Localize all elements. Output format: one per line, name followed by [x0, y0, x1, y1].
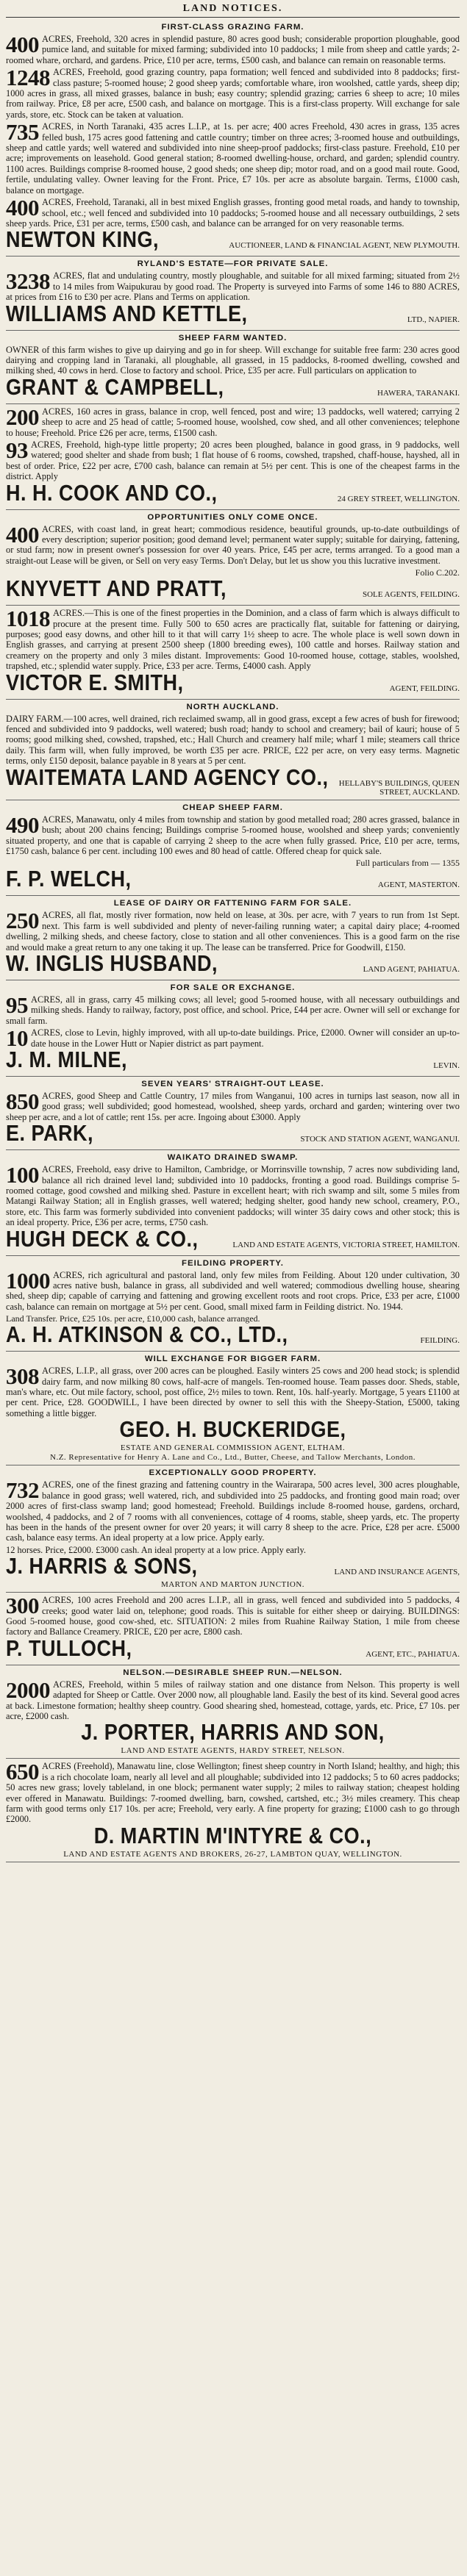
advertisement-paragraph — [6, 1363, 460, 1418]
advertiser-signature — [6, 1047, 460, 1073]
advertisement-text: ACRES, flat and undulating country, mostly ploughable, and suitable for all mixed farming; situated from 2½ to 14 miles from Waipukurau by good road. The Property is surveyed into Farms of some 146 to 880 ACRES, at prices from £16 to £30 per acre. Plans and Terms on application. — [6, 270, 460, 303]
advertiser-address: LAND AND ESTATE AGENTS, VICTORIA STREET, HAMILTON. — [232, 1240, 460, 1249]
advertiser-address: AGENT, MASTERTON. — [377, 880, 460, 890]
advertiser-name: W. INGLIS HUSBAND, — [6, 951, 218, 976]
advertisement-text: ACRES, 160 acres in grass, balance in crop, well fenced, post and wire; 13 paddocks, well watered; carrying 2 sheep to acre and 25 head of cattle; 5-roomed house, woolshed, cow shed, and all other conveniences; telephone to house; Freehold. Price £26 per acre, terms, £1500 cash. — [6, 406, 460, 438]
advertiser-name: J. M. MILNE, — [6, 1047, 128, 1072]
advertiser-signature — [6, 951, 460, 977]
acreage-figure: 650 — [6, 1759, 39, 1785]
advertiser-byline: LAND AND ESTATE AGENTS AND BROKERS, 26-27, LAMBTON QUAY, WELLINGTON. — [63, 1849, 402, 1859]
advertisement — [6, 20, 460, 256]
advertiser-byline: ESTATE AND GENERAL COMMISSION AGENT, ELTHAM. — [120, 1443, 346, 1453]
advertiser-signature — [6, 480, 460, 506]
acreage-figure: 93 — [6, 437, 28, 463]
advertisement-title: FEILDING PROPERTY. — [182, 1258, 284, 1268]
advertiser-signature — [6, 1417, 460, 1443]
advertiser-signature — [6, 670, 460, 696]
advertisement — [6, 256, 460, 330]
advertisement — [6, 606, 460, 699]
acreage-figure: 490 — [6, 811, 39, 838]
advertiser-address: SOLE AGENTS, FEILDING. — [363, 590, 460, 600]
acreage-figure: 300 — [6, 1593, 39, 1619]
advertisement-paragraph — [6, 521, 460, 567]
acreage-figure: 1018 — [6, 606, 50, 632]
advertisement-text: ACRES, rich agricultural and pastoral land, only few miles from Feilding. About 120 under cultivation, 30 acres native bush, balance in grass, all subdivided and well watered; commodious dwelling house, shearing shed, sheep dip; capable of carrying and fattening and growing excellent roots and root crops. Price, £33 per acre, £1000 cash, balance can remain on mortgage at 5½ per cent. Good, small mixed farm in Feilding district. No. 1944. — [6, 1269, 460, 1312]
advertiser-signature — [6, 1226, 460, 1252]
advertisement-text: ACRES, Freehold, 320 acres in splendid pasture, 80 acres good bush; considerable proportion ploughable, good pumice land, and suitable for mixed farming; subdivided into 10 paddocks; 1 mile from sheep and cattle yards; 2-roomed whare, orchard, and gardens. Price, £10 per acre, terms, £500 cash, and balance can remain on reasonable terms. — [6, 34, 460, 65]
advertiser-byline: LAND AND ESTATE AGENTS, HARDY STREET, NELSON. — [121, 1746, 345, 1756]
advertisement-title: SHEEP FARM WANTED. — [178, 333, 288, 342]
advertiser-name: GEO. H. BUCKERIDGE, — [119, 1417, 346, 1443]
advertisement-note: Full particulars from — 1355 — [355, 858, 460, 869]
advertisement — [6, 1593, 460, 1665]
advertisement-paragraph — [6, 403, 460, 438]
advertisement-text: OWNER of this farm wishes to give up dairying and go in for sheep. Will exchange for suitable free farm: 230 acres good dairying and cropping land in Taranaki, all ploughable, all grassed, in 15 paddocks, 8-roomed dwelling, cowshed and milking shed, 40 cows in herd. Close to factory and school. Price, £35 per acre. Full particulars on application to — [6, 344, 460, 376]
advertisement-paragraph — [6, 270, 460, 302]
advertiser-name: WAITEMATA LAND AGENCY CO., — [6, 764, 329, 790]
advertisement-text: ACRES, in North Taranaki, 435 acres L.I.P., at 1s. per acre; 400 acres Freehold, 430 acres in grass, 135 acres felled bush, 175 acres good fattening and cattle country; timber on three acres; 3-roomed house and outbuildings, sheep and cattle yards; well watered and subdivided into nine sheep-proof paddocks; first-class pasture. Freehold, £10 per acre; improvements on leasehold. Good general station; 8-roomed dwelling-house, orchard, and garden; splendid country. 1100 acres. Buildings comprise 8-roomed house, 2 good sheds; one sheep dip; motor road, and on a good mail route. Good, fertile, undulating valley. Owner leaving for the Front. Price, £7 10s. per acre as absolute bargain. Terms, £1000 cash, balance on mortgage. — [6, 121, 460, 195]
advertisement — [6, 1352, 460, 1465]
advertisement-text: ACRES, Freehold, good grazing country, papa formation; well fenced and subdivided into 8 paddocks; first-class pasture; 5-roomed house; 2 good sheep yards; comfortable whare, iron woolshed, cattle yards, sheep dip; 1000 acres in grass, all mixed grasses, balance in bush; easy country; splendid grazing; carries 6 sheep to acre; 10 miles from railway. Price, £8 per acre, £500 cash, and balance on mortgage. This is a first-class property. Will exchange for sale yards, store, etc. Stock can be taken at valuation. — [6, 67, 460, 120]
advertiser-name: E. PARK, — [6, 1121, 94, 1147]
advertisement-title: SEVEN YEARS' STRAIGHT-OUT LEASE. — [141, 1079, 324, 1088]
advertiser-name: F. P. WELCH, — [6, 867, 132, 892]
advertisement-paragraph — [6, 1088, 460, 1122]
acreage-figure: 735 — [6, 119, 39, 146]
advertiser-signature — [6, 1322, 460, 1348]
advertisement-text: ACRES, with coast land, in great heart; commodious residence, beautiful grounds, up-to-date outbuildings of every description; superior position; good demand level; permanent water supply; suitable for dairying, fattening, or stud farm; now in present owner's possession for over 40 years. Price, £45 per acre, terms arranged. To a good man a straight-out Lease will be given, or Sell on very easy Terms. Don't Delay, but let us show you this lucrative investment. — [6, 523, 460, 566]
advertisement-list — [6, 20, 460, 1862]
advertiser-byline: N.Z. Representative for Henry A. Lane and Co., Ltd., Butter, Cheese, and Tallow Merchants, London. — [50, 1453, 416, 1463]
advertisement-text: ACRES, Freehold, easy drive to Hamilton, Cambridge, or Morrinsville township, 7 acres now subdividing land, balance all rich drained level land; subdivided into 10 paddocks, fronting a good road. Buildings comprise 5-roomed cottage, good cowshed and milking shed. Pasture in excellent heart; with rich swamp and silt, some 5 miles from Matangi Railway Station; all in English grasses, well watered; hedging shelter, good handy new school, creamery, P.O., store, etc. This farm was formerly subdivided into convenient paddocks; will winter 35 dairy cows and other stock; this is an ideal property. Price, £36 per acre, terms, £750 cash. — [6, 1164, 460, 1228]
advertisement-paragraph — [6, 714, 460, 767]
advertiser-address: STOCK AND STATION AGENT, WANGANUI. — [300, 1135, 460, 1144]
advertiser-name: D. MARTIN M'INTYRE & CO., — [93, 1823, 372, 1848]
advertisement-paragraph — [6, 1164, 460, 1227]
advertiser-name: VICTOR E. SMITH, — [6, 670, 184, 695]
advertiser-name: NEWTON KING, — [6, 227, 159, 253]
advertisement-paragraph — [6, 991, 460, 1026]
advertiser-address: FEILDING. — [420, 1336, 460, 1346]
advertiser-signature — [6, 375, 460, 401]
advertiser-signature — [6, 1823, 460, 1849]
advertisement-text: ACRES, good Sheep and Cattle Country, 17 miles from Wanganui, 100 acres in turnips last season, now all in good grass; well subdivided; good homestead, woolshed, sheep yards, orchard and garden; wintering over two sheep per acre, and a lot of cattle; rent 15s. per acre. Ingoing about £3000. Apply — [6, 1090, 460, 1122]
advertisement-paragraph — [6, 67, 460, 120]
advertiser-name: WILLIAMS AND KETTLE, — [6, 301, 248, 326]
advertiser-name: J. HARRIS & SONS, — [6, 1554, 198, 1579]
advertiser-address: LEVIN. — [433, 1061, 460, 1070]
advertiser-signature — [6, 301, 460, 327]
advertiser-address: LAND AND INSURANCE AGENTS, — [334, 1568, 460, 1577]
advertiser-signature — [6, 227, 460, 253]
advertiser-signature — [6, 869, 460, 892]
acreage-figure: 200 — [6, 403, 39, 430]
advertiser-address: HELLABY'S BUILDINGS, QUEEN STREET, AUCKLAND. — [338, 778, 460, 797]
advertiser-signature — [6, 1121, 460, 1147]
advertisement-text: ACRES, 100 acres Freehold and 200 acres L.I.P., all in grass, well fenced and subdivided into 5 paddocks, 4 creeks; good water laid on, telephone; good roads. This is suitable for either sheep or dairying. BUILDINGS: Good 5-roomed house, good cow-shed, etc. SITUATION: 2 miles from Ruahine Railway Station, 1 mile from cheese factory and Ballance Creamery. PRICE, £20 per acre, £800 cash. — [6, 1595, 460, 1637]
advertisement-title: WILL EXCHANGE FOR BIGGER FARM. — [144, 1355, 321, 1364]
advertiser-signature — [6, 764, 460, 797]
advertisement — [6, 1077, 460, 1150]
page-title: LAND NOTICES. — [6, 3, 460, 18]
advertiser-address: LAND AGENT, PAHIATUA. — [363, 964, 460, 974]
advertiser-signature — [6, 1554, 460, 1579]
advertisement-note: Folio C.202. — [415, 567, 460, 578]
advertisement-text: ACRES, Freehold, Taranaki, all in best mixed English grasses, fronting good metal roads, and handy to township, school, etc.; well fenced and subdivided into 10 paddocks; 5-roomed house and all necessary outbuildings, 2 sets sheep yards. Price, £31 per acre, terms, £500 cash, and balance can be arranged for on very reasonable terms. — [6, 197, 460, 229]
advertisement-paragraph — [6, 34, 460, 65]
advertisement-paragraph — [6, 910, 460, 952]
advertisement-paragraph — [6, 1267, 460, 1313]
advertisement-title: FIRST-CLASS GRAZING FARM. — [161, 23, 304, 32]
acreage-figure: 850 — [6, 1088, 39, 1114]
advertisement-text: ACRES, Freehold, high-type little property; 20 acres been ploughed, balance in good grass, in 9 paddocks, well watered; good shelter and shade from bush; 1 flat house of 6 rooms, cowshed, trapshed, chaff-house, hayshed, all in best of order. Price, £22 per acre, £700 cash, balance can remain at 5½ per cent. This is one of the cheapest farms in the district. Apply — [6, 439, 460, 482]
acreage-figure: 400 — [6, 521, 39, 548]
advertisement-title: OPPORTUNITIES ONLY COME ONCE. — [147, 512, 318, 522]
advertisement — [6, 510, 460, 606]
advertisement-text: 12 horses. Price, £2000. £3000 cash. An ideal property at a low price. Apply early. — [6, 1544, 306, 1555]
advertisement-title: WAIKATO DRAINED SWAMP. — [167, 1153, 299, 1163]
advertisement — [6, 980, 460, 1077]
advertiser-address: LTD., NAPIER. — [407, 315, 460, 324]
advertisement-text: ACRES.—This is one of the finest properties in the Dominion, and a class of farm which is always difficult to procure at the present time. Fully 500 to 650 acres are practically flat, suitable for fattening or dairying, purposes; good easy downs, and other hill to it that will carry 1½ sheep to acre. The whole place is well sown down in English grasses, and carrying at present 2500 sheep (1800 breeding ewes), 100 cattle and horses. Railway station and creamery on the property and only 3 miles distant. Improvements: Good 10-roomed house, cottage, stables, woolshed, trapshed, etc.; splendid water supply. Price, £33 per acre. Terms, £4000 cash. Apply — [6, 608, 460, 672]
advertisement-title: CHEAP SHEEP FARM. — [182, 803, 283, 812]
advertiser-address: AGENT, FEILDING. — [389, 684, 460, 693]
advertisement-paragraph — [6, 811, 460, 857]
advertisement — [6, 700, 460, 800]
advertiser-signature — [6, 1636, 460, 1662]
advertiser-name: P. TULLOCH, — [6, 1636, 132, 1661]
advertisement — [6, 1759, 460, 1862]
advertisement-title: LEASE OF DAIRY OR FATTENING FARM FOR SALE. — [113, 899, 352, 908]
advertisement-paragraph — [6, 1595, 460, 1637]
advertisement-title: NELSON.—DESIRABLE SHEEP RUN.—NELSON. — [123, 1668, 343, 1677]
advertiser-name: J. PORTER, HARRIS AND SON, — [81, 1720, 385, 1746]
acreage-figure: 732 — [6, 1477, 39, 1504]
advertiser-name: KNYVETT AND PRATT, — [6, 576, 227, 602]
advertisement-title: RYLAND'S ESTATE—FOR PRIVATE SALE. — [137, 259, 329, 269]
advertisement — [6, 1665, 460, 1759]
acreage-figure: 2000 — [6, 1676, 50, 1703]
advertisement-text: ACRES, all in grass, carry 45 milking cows; all level; good 5-roomed house, with all necessary outbuildings and milking sheds. Handy to railway, factory, post office, and school. Price, £44 per acre. Owner will sell or exchange for small farm. — [6, 994, 460, 1026]
acreage-figure: 400 — [6, 32, 39, 57]
advertiser-name: A. H. ATKINSON & CO., LTD., — [6, 1322, 288, 1348]
advertisement-paragraph — [6, 121, 460, 195]
acreage-figure: 250 — [6, 908, 39, 934]
advertisement-text: ACRES, one of the finest grazing and fattening country in the Wairarapa, 500 acres level, 300 acres ploughable, balance in good grass; well watered, rich, and subdivided into 25 paddocks, and fronting good main road; over 2000 acres of first-class swamp land; good homestead; Freehold. Buildings include 8-roomed house, gardens, orchard, woolshed, 4 paddocks, and 2 of 7 rooms with all conveniences, cottage of 4 rooms, stable, sheep yards, etc. The property has been in the hands of the present owner for over 20 years; it will carry 8 sheep to the acre. Price, £28 per acre. £5000 cash, balance easy terms. An ideal property at a low price. Apply early. — [6, 1479, 460, 1543]
advertiser-name: GRANT & CAMPBELL, — [6, 375, 224, 400]
advertisement — [6, 800, 460, 897]
advertisement — [6, 404, 460, 510]
advertisement-paragraph — [6, 437, 460, 482]
advertiser-name: H. H. COOK AND CO., — [6, 480, 218, 506]
advertisement-title: EXCEPTIONALLY GOOD PROPERTY. — [149, 1468, 317, 1478]
advertisement — [6, 331, 460, 404]
advertiser-signature — [6, 1720, 460, 1746]
advertiser-address: 24 GREY STREET, WELLINGTON. — [337, 494, 460, 503]
advertisement-paragraph — [6, 608, 460, 671]
acreage-figure: 1248 — [6, 65, 50, 91]
advertisement-paragraph — [6, 345, 460, 376]
acreage-figure: 10 — [6, 1025, 28, 1052]
advertisement-text: ACRES, close to Levin, highly improved, with all up-to-date buildings. Price, £2000. Owner will consider an up-to-date house in the Lower Hutt or Napier district as part payment. — [31, 1027, 460, 1049]
acreage-figure: 100 — [6, 1162, 39, 1188]
advertisement-text: ACRES, Manawatu, only 4 miles from township and station by good metalled road; 280 acres grassed, balance in bush; about 200 chains fencing; Buildings comprise 5-roomed house, woolshed and sheep yards; conveniently situated property, and one that is capable of carrying 2 sheep to the acre when fully grassed. Price, £10 per acre, terms, £1750 cash, balance 6 per cent. including 100 ewes and 80 head of cattle. Offered cheap for quick sale. — [6, 814, 460, 856]
advertiser-address: AUCTIONEER, LAND & FINANCIAL AGENT, NEW PLYMOUTH. — [229, 241, 460, 251]
acreage-figure: 3238 — [6, 268, 50, 295]
advertisement-title: NORTH AUCKLAND. — [186, 702, 279, 711]
advertisement-paragraph — [6, 1761, 460, 1824]
advertisement-note: Land Transfer. Price, £25 10s. per acre, £10,000 cash, balance arranged. — [6, 1313, 260, 1324]
advertisement — [6, 1465, 460, 1593]
advertiser-signature — [6, 576, 460, 602]
advertisement — [6, 1150, 460, 1255]
advertisement-text: ACRES, Freehold, within 5 miles of railway station and one distance from Nelson. This property is well adapted for Sheep or Cattle. Over 2000 now, all ploughable land. Easily the best of its kind. Several good acres at back. Limestone formation; healthy sheep country. Good shearing shed, homestead, cottage, yards, etc. Price, £7 10s. per acre, £2000 cash. — [6, 1679, 460, 1721]
advertisement-title: FOR SALE OR EXCHANGE. — [170, 983, 296, 992]
advertisement-paragraph — [6, 1479, 460, 1543]
advertisement-text: ACRES, L.I.P., all grass, over 200 acres can be ploughed. Easily winters 25 cows and 200 head stock; is splendid dairy farm, and now milking 80 cows, half-acre of mangels. Ten-roomed house. Team passes door. Sheds, stable, man's whare, etc. Out mile factory, school, post office, 2½ miles to town. Rent, 10s. half-yearly. Mortgage, 5 years £1100 at per cent. Price, £28. GOODWILL, I have been directed by owner to sell this with the Sheepy-Station, £5000, taking something a little bigger. — [6, 1366, 460, 1418]
acreage-figure: 308 — [6, 1363, 39, 1390]
advertisement-text: ACRES (Freehold), Manawatu line, close Wellington; finest sheep country in North Island; healthy, and high; this is a rich chocolate loam, nearly all level and all ploughable; subdivided into 12 paddocks; 5 to 60 acres paddocks; 50 acres new grass; lovely tableland, in one block; permanent water supply; 2 miles to railway station; cheapest holding ever offered in Manawatu. Buildings: 7-roomed dwelling, barn, cowshed, cartshed, etc.; 3½ miles creamery. This cheap farm with good terms only £17 10s. per acre; Freehold, very early. A fine property for grazing; £1000 cash to go through £2000. — [6, 1761, 460, 1825]
advertisement-paragraph — [6, 197, 460, 229]
acreage-figure: 1000 — [6, 1267, 50, 1294]
acreage-figure: 400 — [6, 195, 39, 221]
advertisement-text: ACRES, all flat, mostly river formation, now held on lease, at 30s. per acre, with 7 years to run from 1st Sept. next. This farm is well subdivided and plenty of never-failing running water; a capital dairy place; 4-roomed dwelling, 2 milking sheds, and cheese factory, close to station and all other conveniences. This is a good farm on the rise and would make a great return to any one taking it up. The lease can be transferred. Price for Goodwill, £150. — [6, 910, 460, 952]
advertiser-address: HAWERA, TARANAKI. — [377, 388, 460, 398]
advertiser-name: HUGH DECK & CO., — [6, 1226, 199, 1252]
advertisement-paragraph — [6, 1676, 460, 1722]
advertiser-address: AGENT, ETC., PAHIATUA. — [366, 1649, 460, 1659]
acreage-figure: 95 — [6, 991, 28, 1018]
advertisement-text: DAIRY FARM.—100 acres, well drained, rich reclaimed swamp, all in good grass, except a few acres of bush for firewood; fenced and subdivided into 9 paddocks, well watered; bush road; handy to school and creamery; bail of kauri; house of 5 rooms; good milking shed, cowshed, trapshed, etc.; Hall Church and creamery half mile; wharf 1 mile; steamers call thrice daily. This farm will, when fully improved, be worth £35 per acre. PRICE, £22 per acre, on very easy terms. Magnetic terms, only £150 deposit, balance payable in 8 years at 5 per cent. — [6, 713, 460, 767]
advertisement — [6, 896, 460, 980]
advertisement — [6, 1256, 460, 1352]
advertisement-paragraph — [6, 1025, 460, 1052]
advertiser-byline: MARTON AND MARTON JUNCTION. — [160, 1580, 305, 1590]
